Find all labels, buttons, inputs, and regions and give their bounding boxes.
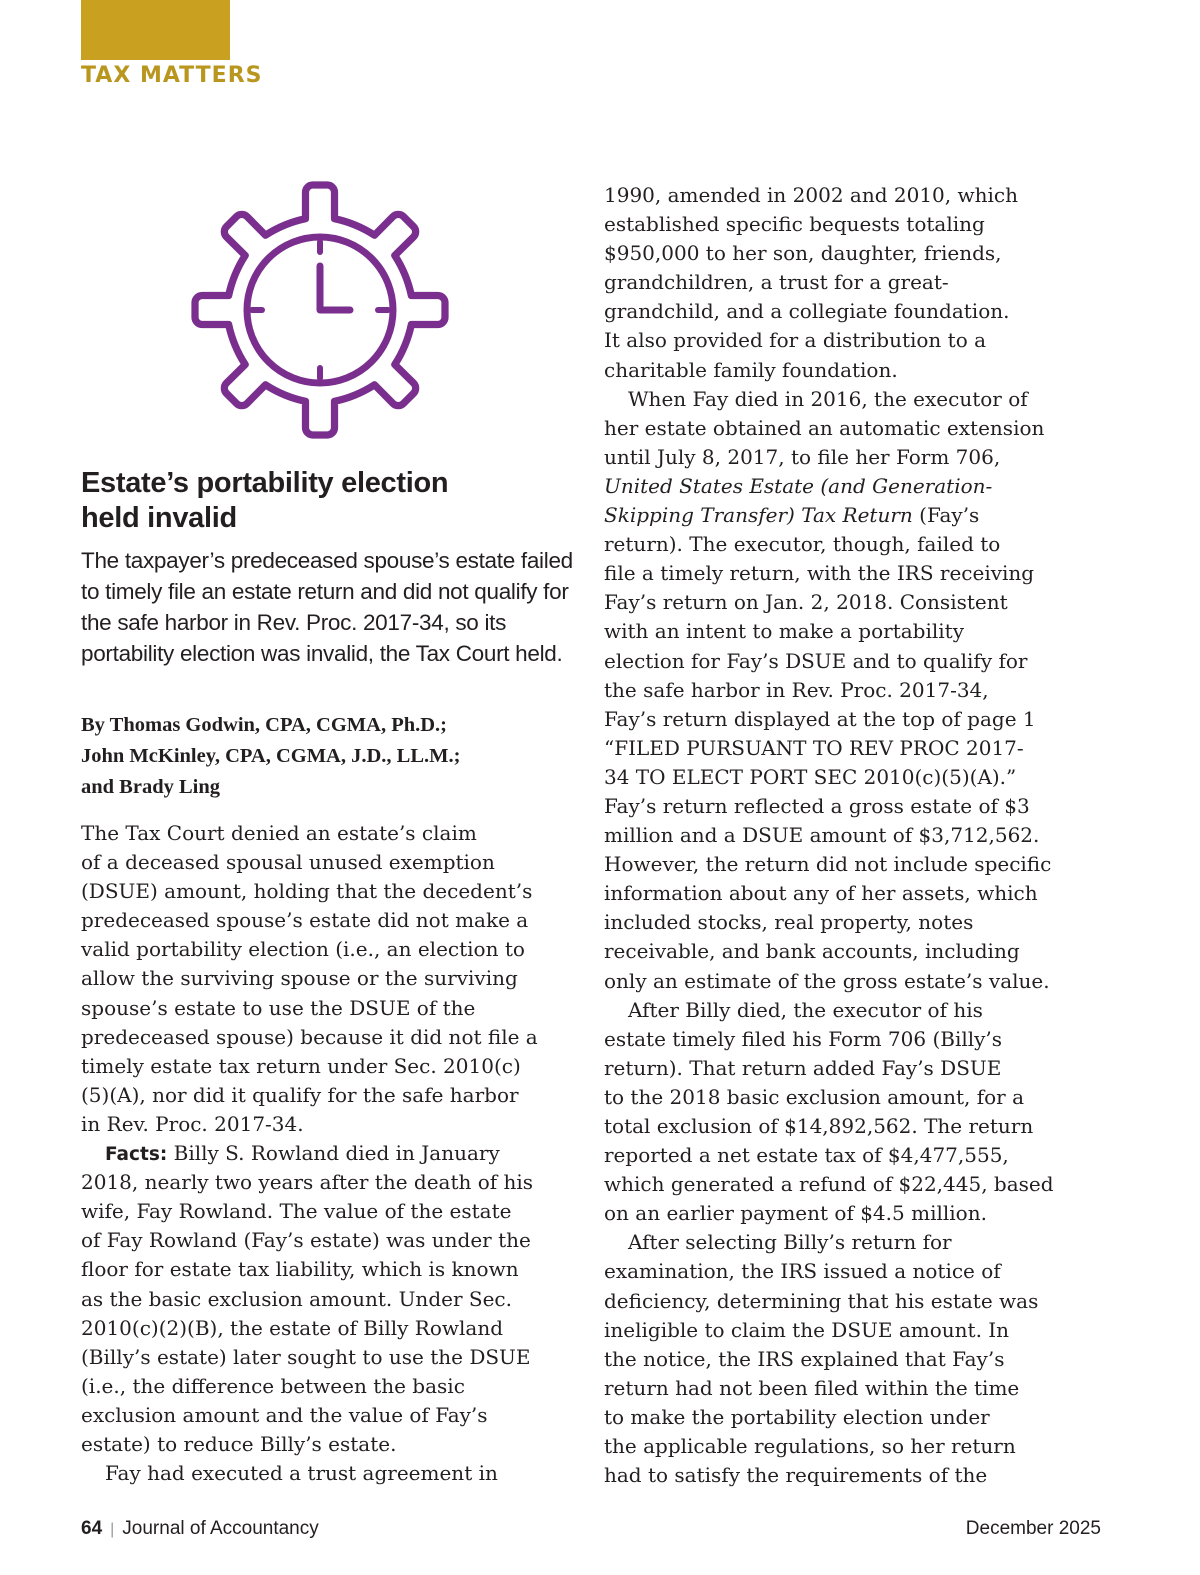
body-line: wife, Fay Rowland. The value of the estate — [81, 1199, 512, 1224]
body-line: of Fay Rowland (Fay’s estate) was under the — [81, 1228, 531, 1253]
body-line: timely estate tax return under Sec. 2010(c) — [81, 1053, 521, 1078]
body-line: (Billy’s estate) later sought to use the DSUE — [81, 1344, 531, 1369]
article-deck: The taxpayer’s predeceased spouse’s estate failed to timely file an estate return and did not qualify for the safe harbor in Rev. Proc. 2017-34, so its portability election was invalid, the Tax Court held. — [81, 548, 573, 666]
body-line: predeceased spouse) because it did not file a — [81, 1024, 538, 1049]
body-line: 1990, amended in 2002 and 2010, which — [604, 183, 1018, 207]
body-line: on an earlier payment of $4.5 million. — [604, 1201, 987, 1226]
body-line: established specific bequests totaling — [604, 212, 985, 237]
body-line: her estate obtained an automatic extension — [604, 415, 1045, 440]
body-line: exclusion amount and the value of Fay’s — [81, 1402, 488, 1427]
body-line: ineligible to claim the DSUE amount. In — [604, 1317, 1010, 1342]
body-line-text: (Fay’s — [912, 503, 980, 528]
body-line: file a timely return, with the IRS receiving — [604, 561, 1035, 586]
body-line: information about any of her assets, which — [604, 881, 1038, 906]
body-line: the notice, the IRS explained that Fay’s — [604, 1346, 1005, 1371]
footer-left — [81, 1516, 319, 1543]
byline-line: John McKinley, CPA, CGMA, J.D., LL.M.; — [81, 745, 461, 767]
body-line: However, the return did not include specific — [604, 852, 1052, 877]
body-line: reported a net estate tax of $4,477,555, — [604, 1143, 1009, 1168]
body-line: return). That return added Fay’s DSUE — [604, 1055, 1002, 1080]
section-label: TAX MATTERS — [81, 63, 263, 88]
body-line-text: Billy S. Rowland died in January — [173, 1141, 500, 1166]
issue-date: December 2025 — [965, 1518, 1101, 1539]
body-line: to the 2018 basic exclusion amount, for a — [604, 1084, 1025, 1109]
body-line: 2018, nearly two years after the death of his — [81, 1170, 534, 1195]
publication-name: Journal of Accountancy — [122, 1518, 319, 1539]
byline-line: By Thomas Godwin, CPA, CGMA, Ph.D.; — [81, 714, 447, 736]
body-line: When Fay died in 2016, the executor of — [628, 386, 1028, 411]
article-headline — [81, 466, 521, 536]
body-line: of a deceased spousal unused exemption — [81, 850, 495, 875]
body-line — [604, 472, 1054, 501]
headline-line: held invalid — [81, 502, 237, 534]
body-line: spouse’s estate to use the DSUE of the — [81, 995, 476, 1020]
body-line: only an estimate of the gross estate’s value. — [604, 968, 1050, 993]
body-line: receivable, and bank accounts, including — [604, 939, 1020, 964]
body-line: floor for estate tax liability, which is known — [81, 1257, 519, 1282]
body-line: charitable family foundation. — [604, 357, 898, 382]
body-line: predeceased spouse’s estate did not make a — [81, 908, 529, 933]
body-line: Fay’s return reflected a gross estate of $3 — [604, 793, 1030, 818]
body-line-facts — [81, 1139, 538, 1168]
body-line: $950,000 to her son, daughter, friends, — [604, 241, 1002, 266]
body-line: (i.e., the difference between the basic — [81, 1373, 465, 1398]
body-line: examination, the IRS issued a notice of — [604, 1259, 1001, 1284]
body-line: in Rev. Proc. 2017-34. — [81, 1111, 304, 1136]
form-title-italic: United States Estate (and Generation- — [604, 473, 993, 498]
facts-label: Facts: — [105, 1144, 168, 1166]
body-line: “FILED PURSUANT TO REV PROC 2017- — [604, 735, 1024, 760]
body-line: million and a DSUE amount of $3,712,562. — [604, 823, 1040, 848]
article-byline — [81, 710, 460, 803]
section-color-tab — [81, 0, 230, 60]
body-line: the applicable regulations, so her return — [604, 1434, 1016, 1459]
page-number: 64 — [81, 1518, 103, 1539]
body-line: return had not been filed within the time — [604, 1375, 1020, 1400]
form-title-italic: Skipping Transfer) Tax Return — [604, 503, 913, 528]
body-line: the safe harbor in Rev. Proc. 2017-34, — [604, 677, 989, 702]
body-column-right — [604, 181, 1054, 1490]
body-line: After Billy died, the executor of his — [628, 997, 983, 1022]
body-line: (DSUE) amount, holding that the decedent’s — [81, 879, 533, 904]
body-line: It also provided for a distribution to a — [604, 328, 987, 353]
clock-hands — [320, 266, 350, 310]
body-line: to make the portability election under — [604, 1404, 990, 1429]
byline-line: and Brady Ling — [81, 776, 220, 798]
body-line: grandchild, and a collegiate foundation. — [604, 299, 1010, 324]
body-line: deficiency, determining that his estate was — [604, 1288, 1039, 1313]
headline-line: Estate’s portability election — [81, 467, 449, 499]
body-line: 34 TO ELECT PORT SEC 2010(c)(5)(A).” — [604, 764, 1017, 789]
body-line: Fay had executed a trust agreement in — [105, 1461, 498, 1486]
body-line — [604, 501, 1054, 530]
body-line: Fay’s return on Jan. 2, 2018. Consistent — [604, 590, 1008, 615]
body-line: The Tax Court denied an estate’s claim — [81, 821, 477, 845]
body-line: election for Fay’s DSUE and to qualify for — [604, 648, 1028, 673]
gear-clock-icon — [190, 180, 450, 440]
body-line: included stocks, real property, notes — [604, 910, 974, 935]
footer-separator: | — [110, 1521, 115, 1538]
body-line: return). The executor, though, failed to — [604, 532, 1001, 557]
body-line: estate) to reduce Billy’s estate. — [81, 1431, 397, 1456]
body-line: estate timely filed his Form 706 (Billy’s — [604, 1026, 1003, 1051]
body-column-left — [81, 819, 538, 1488]
body-line: with an intent to make a portability — [604, 619, 964, 644]
body-line: allow the surviving spouse or the surviving — [81, 966, 518, 991]
body-line: valid portability election (i.e., an election to — [81, 937, 525, 962]
body-line: Fay’s return displayed at the top of page 1 — [604, 706, 1036, 731]
body-line: (5)(A), nor did it qualify for the safe harbor — [81, 1082, 519, 1107]
body-line: as the basic exclusion amount. Under Sec. — [81, 1286, 512, 1311]
body-line: until July 8, 2017, to file her Form 706, — [604, 444, 1001, 469]
body-line: which generated a refund of $22,445, based — [604, 1172, 1054, 1197]
body-line: After selecting Billy’s return for — [628, 1230, 952, 1255]
body-line: had to satisfy the requirements of the — [604, 1463, 988, 1488]
body-line: 2010(c)(2)(B), the estate of Billy Rowland — [81, 1315, 504, 1340]
body-line: total exclusion of $14,892,562. The return — [604, 1114, 1034, 1138]
body-line: grandchildren, a trust for a great- — [604, 270, 949, 295]
